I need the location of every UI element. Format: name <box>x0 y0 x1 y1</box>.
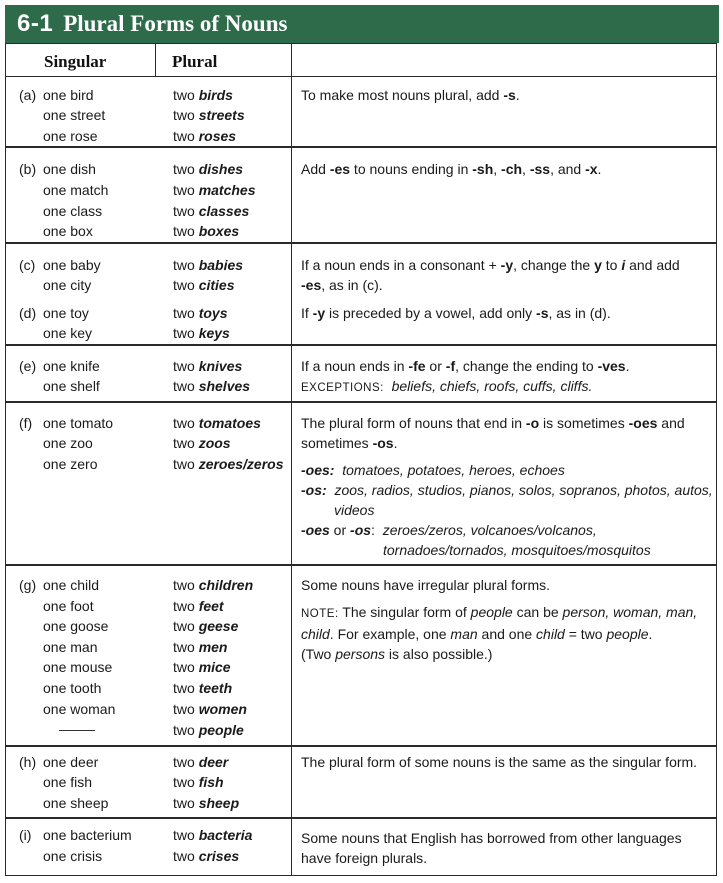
singular-item: one knife <box>43 358 100 374</box>
singular-item: one class <box>43 203 103 219</box>
row-label: (a) <box>19 87 37 103</box>
singular-item: one child <box>43 577 100 593</box>
singular-item: one bacterium <box>43 827 132 843</box>
explanation-g: Some nouns have irregular plural forms. NOTE: The singular form of people can be person, woman, man, child. For example, one man and one child = two people. (Two persons is also possible.) <box>301 577 698 662</box>
plural-item: two zoos <box>173 435 231 451</box>
singular-item: one toy <box>43 305 89 321</box>
row-label: (e) <box>19 358 37 374</box>
explanation-e: If a noun ends in -fe or -f, change the ending to -ves. EXCEPTIONS: beliefs, chiefs, roofs, cuffs, cliffs. <box>301 358 630 394</box>
plural-item: two fish <box>173 774 224 790</box>
singular-item: one dish <box>43 161 96 177</box>
row-divider <box>6 401 716 403</box>
plural-item: two babies <box>173 257 244 273</box>
plural-item: two toys <box>173 305 228 321</box>
row-label: (f) <box>19 415 33 431</box>
plural-item: two women <box>173 701 247 717</box>
column-divider <box>291 44 292 875</box>
plural-item: two feet <box>173 598 224 614</box>
row-label: (d) <box>19 305 37 321</box>
singular-item: one rose <box>43 128 98 144</box>
row-label: (g) <box>19 577 37 593</box>
singular-item: one zero <box>43 456 98 472</box>
singular-item: one deer <box>43 754 99 770</box>
plural-item: two geese <box>173 618 239 634</box>
singular-item: one sheep <box>43 795 109 811</box>
row-divider <box>6 745 716 747</box>
plural-item: two mice <box>173 659 231 675</box>
singular-item: one key <box>43 325 93 341</box>
plural-item: two roses <box>173 128 237 144</box>
singular-item: one foot <box>43 598 94 614</box>
column-divider-header <box>155 44 156 77</box>
plural-item: two deer <box>173 754 229 770</box>
singular-item: one fish <box>43 774 93 790</box>
plural-item: two knives <box>173 358 243 374</box>
plural-forms-table <box>5 43 717 876</box>
row-divider <box>6 817 716 819</box>
chart-header <box>5 5 719 43</box>
plural-item: two zeroes/zeros <box>173 456 284 472</box>
row-divider <box>6 564 716 566</box>
singular-item: one box <box>43 223 93 239</box>
explanation-a: To make most nouns plural, add -s. <box>301 87 520 103</box>
plural-item: two sheep <box>173 795 240 811</box>
plural-item: two cities <box>173 277 235 293</box>
header-rule <box>6 76 716 77</box>
row-label: (h) <box>19 754 37 770</box>
plural-item: two classes <box>173 203 250 219</box>
singular-item: one tooth <box>43 680 102 696</box>
plural-item: two keys <box>173 325 230 341</box>
row-divider <box>6 344 716 346</box>
explanation-b: Add -es to nouns ending in -sh, -ch, -ss, and -x. <box>301 161 602 177</box>
plural-item: two birds <box>173 87 233 103</box>
plural-item: two boxes <box>173 223 240 239</box>
singular-item: one crisis <box>43 848 103 864</box>
plural-item: two tomatoes <box>173 415 261 431</box>
singular-item: one man <box>43 639 98 655</box>
singular-item: one street <box>43 107 106 123</box>
explanation-c: If a noun ends in a consonant + -y, change the y to i and add -es, as in (c). <box>301 257 680 293</box>
singular-item: one tomato <box>43 415 114 431</box>
column-header-plural: Plural <box>172 52 218 71</box>
singular-item: one mouse <box>43 659 113 675</box>
chart-number: 6-1 <box>17 10 54 37</box>
plural-item: two matches <box>173 182 256 198</box>
singular-item: one shelf <box>43 378 100 394</box>
plural-item: two men <box>173 639 228 655</box>
blank-dash <box>59 730 95 731</box>
singular-item: one city <box>43 277 92 293</box>
plural-item: two bacteria <box>173 827 253 843</box>
plural-item: two teeth <box>173 680 233 696</box>
row-label: (b) <box>19 161 37 177</box>
plural-item: two dishes <box>173 161 244 177</box>
singular-item: one woman <box>43 701 116 717</box>
plural-item: two children <box>173 577 254 593</box>
explanation-d: If -y is preceded by a vowel, add only -s, as in (d). <box>301 305 611 321</box>
singular-item: one match <box>43 182 109 198</box>
plural-item: two crises <box>173 848 240 864</box>
explanation-f: The plural form of nouns that end in -o is sometimes -oes and sometimes -os. -oes: tomatoes, potatoes, heroes, echoes -os: zoos, radios, studios, pianos, solos, sopranos, photos, autos, videos -oes or -os: zeroes/zeros, volcanoes/volcanos, tornadoes/tornados, mosquitoes/mosquitos <box>301 415 713 558</box>
singular-item: one bird <box>43 87 94 103</box>
row-divider <box>6 242 716 244</box>
plural-item: two shelves <box>173 378 251 394</box>
explanation-h: The plural form of some nouns is the same as the singular form. <box>301 754 698 770</box>
plural-item: two streets <box>173 107 245 123</box>
singular-item: one zoo <box>43 435 93 451</box>
explanation-i: Some nouns that English has borrowed from other languages have foreign plurals. <box>301 830 682 866</box>
singular-item: one goose <box>43 618 109 634</box>
row-divider <box>6 146 716 148</box>
plural-item: two people <box>173 722 244 738</box>
row-label: (c) <box>19 257 36 273</box>
row-label: (i) <box>19 827 32 843</box>
singular-item: one baby <box>43 257 101 273</box>
chart-title: Plural Forms of Nouns <box>63 11 288 36</box>
column-header-singular: Singular <box>44 52 107 71</box>
